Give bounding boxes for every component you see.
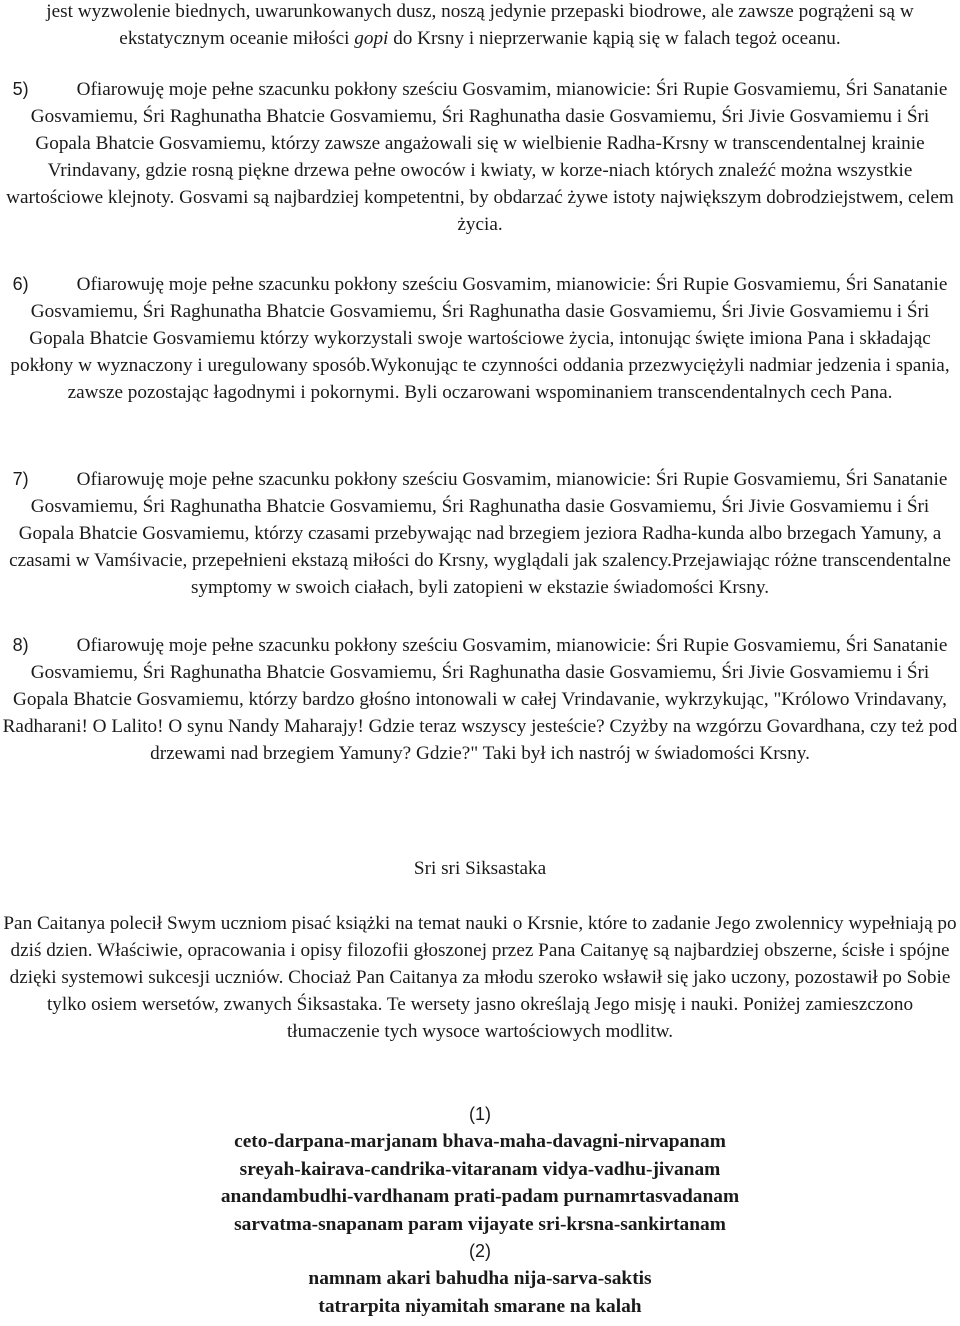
intro-fragment-paragraph <box>2 0 958 52</box>
paragraph-8 <box>2 632 958 767</box>
paragraph-text: Ofiarowuję moje pełne szacunku pokłony sześciu Gosvamim, mianowicie: Śri Rupie Gosvamiemu, Śri Sanatanie Gosvamiemu, Śri Raghunatha Bhatcie Gosvamiemu, Śri Raghunatha dasie Gosvamiemu, Śri Jivie Gosvamiemu i Śri Gopala Bhatcie Gosvamiemu, którzy czasami przebywając nad brzegiem jeziora Radha-kunda albo brzegach Yamuny, a czasami w Vamśivacie, przepełnieni ekstazą miłości do Krsny, wyglądali jak szalency.Przejawiając różne transcendentalne symptomy w swoich ciałach, byli zatopieni w ekstazie świadomości Krsny. <box>9 469 951 599</box>
paragraph-text: Ofiarowuję moje pełne szacunku pokłony sześciu Gosvamim, mianowicie: Śri Rupie Gosvamiemu, Śri Sanatanie Gosvamiemu, Śri Raghunatha Bhatcie Gosvamiemu, Śri Raghunatha dasie Gosvamiemu, Śri Jivie Gosvamiemu i Śri Gopala Bhatcie Gosvamiemu, którzy zawsze angażowali się w wielbienie Radha-Krsny w transcendentalnej krainie Vrindavany, gdzie rosną piękne drzewa pełne owoców i kwiaty, w korze-niach których znaleźć można wszystkie wartościowe klejnoty. Gosvami są najbardziej kompetentni, by obdarzać żywe istoty największym dobrodziejstwem, celem życia. <box>6 79 954 236</box>
intro-fragment-after: do Krsny i nieprzerwanie kąpią się w falach tegoż oceanu. <box>388 28 841 50</box>
verse-line: ceto-darpana-marjanam bhava-maha-davagni-nirvapanam <box>234 1131 726 1153</box>
section-title: Sri sri Siksastaka <box>413 858 547 879</box>
paragraph-text: Ofiarowuję moje pełne szacunku pokłony sześciu Gosvamim, mianowicie: Śri Rupie Gosvamiemu, Śri Sanatanie Gosvamiemu, Śri Raghunatha Bhatcie Gosvamiemu, Śri Raghunatha dasie Gosvamiemu, Śri Jivie Gosvamiemu i Śri Gopala Bhatcie Gosvamiemu, którzy bardzo głośno intonowali w całej Vrindavanie, wykrzykując, "Królowo Vrindavany, Radharani! O Lalito! O synu Nandy Maharajy! Gdzie teraz wszyscy jesteście? Czyżby na wzgórzu Govardhana, czy też pod drzewami nad brzegiem Yamuny? Gdzie?" Taki był ich nastrój w świadomości Krsny. <box>2 635 958 765</box>
paragraph-5 <box>2 76 958 239</box>
verse-number: (2) <box>469 1241 491 1262</box>
verse-line: sarvatma-snapanam param vijayate sri-krsna-sankirtanam <box>234 1213 726 1235</box>
paragraph-number: 8) <box>12 635 29 655</box>
intro-fragment-italic: gopi <box>354 28 389 50</box>
verse-line: namnam akari bahudha nija-sarva-saktis <box>308 1268 652 1290</box>
paragraph-number: 6) <box>12 274 29 294</box>
paragraph-6 <box>2 271 958 406</box>
intro-fragment-before: jest wyzwolenie biednych, uwarunkowanych dusz, noszą jedynie przepaski biodrowe, ale zawsze pogrążeni są w ekstatycznym oceanie miłości <box>46 1 914 50</box>
verse-line: tatrarpita niyamitah smarane na kalah <box>318 1295 642 1317</box>
verse-number: (1) <box>469 1104 491 1124</box>
verses-block <box>0 1101 960 1320</box>
paragraph-text: Ofiarowuję moje pełne szacunku pokłony sześciu Gosvamim, mianowicie: Śri Rupie Gosvamiemu, Śri Sanatanie Gosvamiemu, Śri Raghunatha Bhatcie Gosvamiemu, Śri Raghunatha dasie Gosvamiemu, Śri Jivie Gosvamiemu i Śri Gopala Bhatcie Gosvamiemu którzy wykorzystali swoje wartościowe życia, intonując święte imiona Pana i składając pokłony w wyznaczony i uregulowany sposób.Wykonując te czynności oddania przezwyciężyli nadmiar jedzenia i spania, zawsze pozostając łagodnymi i pokornymi. Byli oczarowani wspominaniem transcendentalnych cech Pana. <box>10 274 950 404</box>
paragraph-7 <box>2 466 958 601</box>
paragraph-number: 7) <box>12 469 29 489</box>
section-intro-paragraph: Pan Caitanya polecił Swym uczniom pisać książki na temat nauki o Krsnie, które to zadanie Jego zwolennicy wypełniają po dziś dzien. Właściwie, opracowania i opisy filozofii głoszonej przez Pana Caitanyę są najbardziej obszerne, ścisłe i spójne dzięki systemowi sukcesji uczniów. Chociaż Pan Caitanya za młodu szeroko wsławił się jako uczony, pozostawił po Sobie tylko osiem wersetów, zwanych Śiksastaka. Te wersety jasno określają Jego misję i nauki. Poniżej zamieszczono tłumaczenie tych wysoce wartościowych modlitw. <box>3 913 957 1043</box>
verse-line: sreyah-kairava-candrika-vitaranam vidya-vadhu-jivanam <box>239 1158 721 1180</box>
paragraph-number: 5) <box>12 79 29 99</box>
verse-line: anandambudhi-vardhanam prati-padam purnamrtasvadanam <box>220 1186 740 1208</box>
